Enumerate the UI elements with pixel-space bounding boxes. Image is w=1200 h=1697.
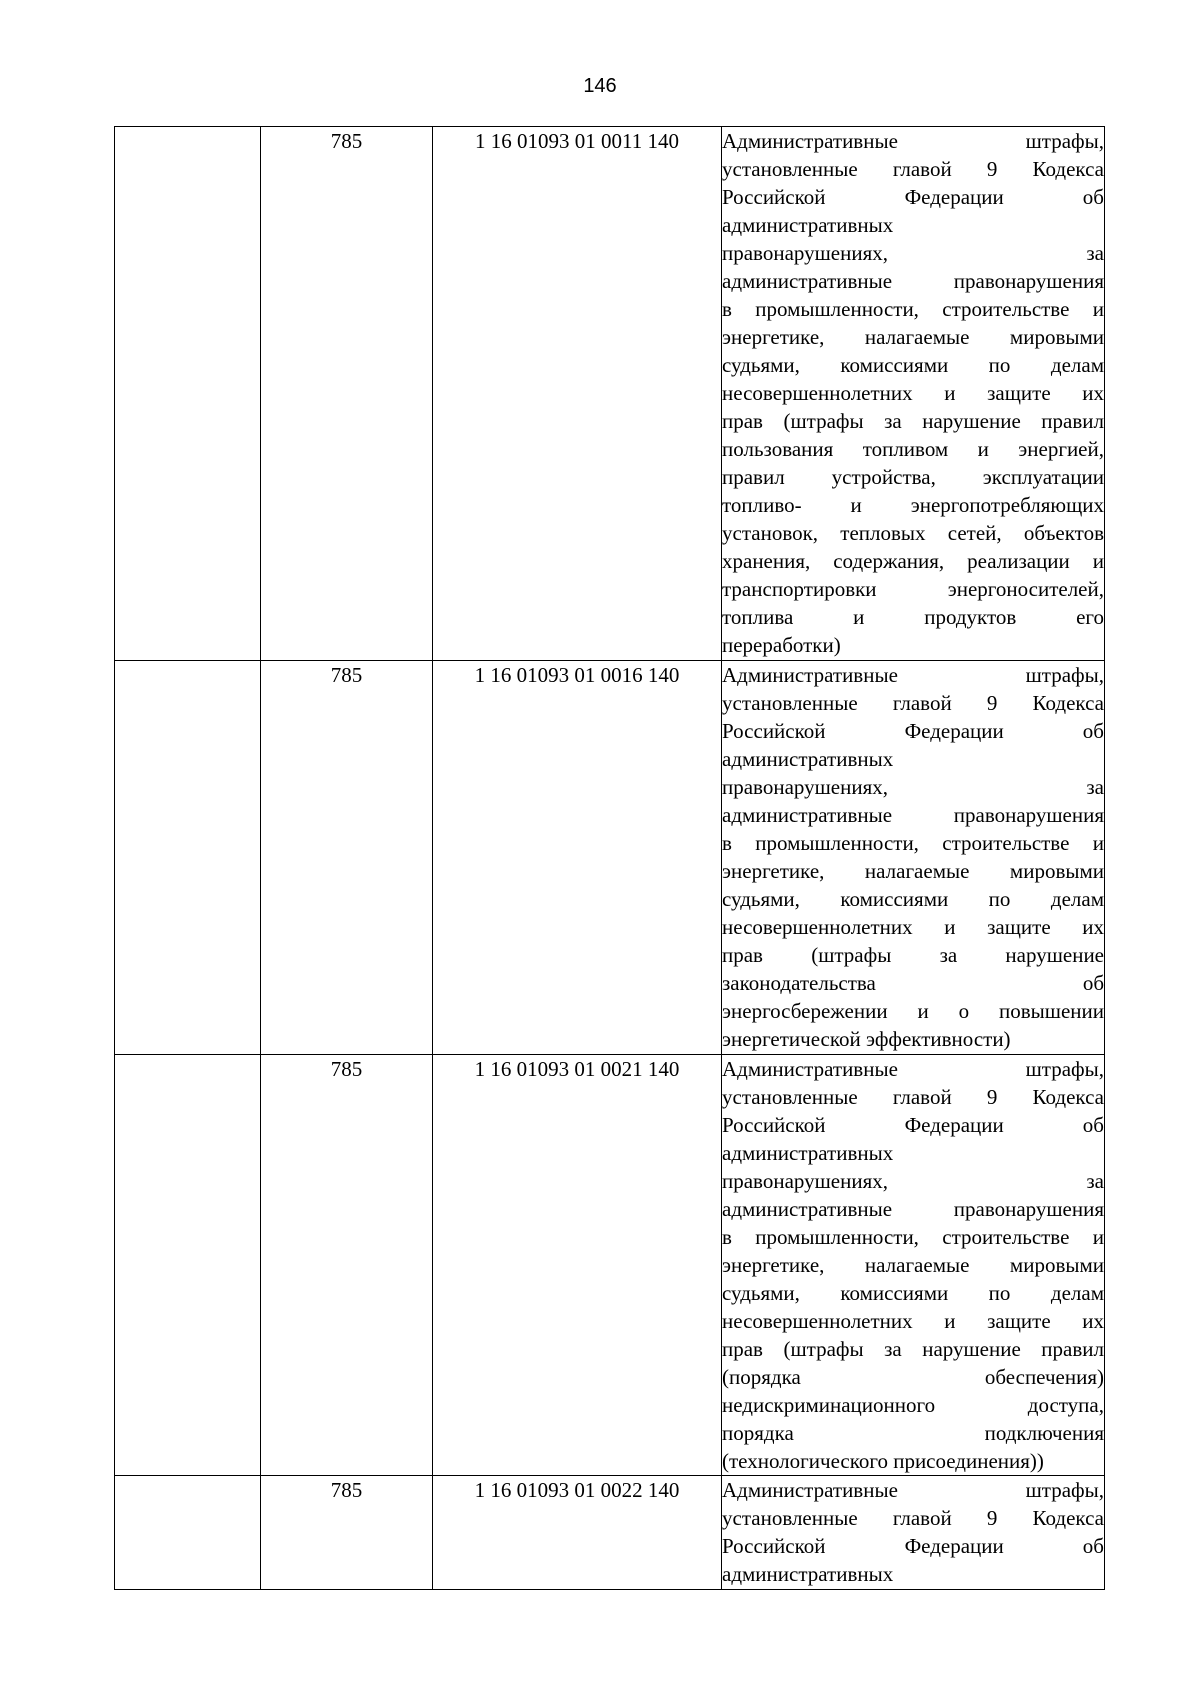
description-line: переработки): [722, 633, 841, 657]
description-line: установленные главой 9 Кодекса: [722, 1506, 1104, 1530]
description-line: административных: [722, 1141, 894, 1165]
description-cell: [722, 661, 1105, 1055]
description-line: энергетической эффективности): [722, 1027, 1011, 1051]
description-line: топлива и продуктов его: [722, 605, 1104, 629]
table-row: [115, 127, 1105, 661]
description-line: энергетике, налагаемые мировыми: [722, 859, 1104, 883]
description-line: прав (штрафы за нарушение: [722, 943, 1104, 967]
description-line: судьями, комиссиями по делам: [722, 353, 1104, 377]
admin-code-cell: 785: [261, 661, 433, 1055]
description-line: в промышленности, строительстве и: [722, 831, 1104, 855]
description-line: правонарушениях, за: [722, 1169, 1104, 1193]
empty-cell: [115, 127, 261, 661]
description-line: энергосбережении и о повышении: [722, 999, 1104, 1023]
description-line: несовершеннолетних и защите их: [722, 1309, 1104, 1333]
description-line: несовершеннолетних и защите их: [722, 381, 1104, 405]
description-line: установленные главой 9 Кодекса: [722, 157, 1104, 181]
description-line: пользования топливом и энергией,: [722, 437, 1104, 461]
kbk-code-cell: 1 16 01093 01 0016 140: [433, 661, 722, 1055]
description-cell: [722, 127, 1105, 661]
description-line: (технологического присоединения)): [722, 1449, 1044, 1473]
budget-classification-table: [114, 126, 1105, 1590]
description-line: правил устройства, эксплуатации: [722, 465, 1104, 489]
description-line: административных: [722, 213, 894, 237]
table-row: [115, 1055, 1105, 1476]
empty-cell: [115, 1476, 261, 1590]
description-line: административные правонарушения: [722, 269, 1104, 293]
description-line: Российской Федерации об: [722, 1113, 1104, 1137]
description-line: несовершеннолетних и защите их: [722, 915, 1104, 939]
description-line: прав (штрафы за нарушение правил: [722, 409, 1104, 433]
description-line: административных: [722, 747, 894, 771]
description-line: административных: [722, 1562, 894, 1586]
description-line: Административные штрафы,: [722, 129, 1104, 153]
kbk-code-cell: 1 16 01093 01 0022 140: [433, 1476, 722, 1590]
description-line: судьями, комиссиями по делам: [722, 1281, 1104, 1305]
table-row: [115, 1476, 1105, 1590]
description-line: недискриминационного доступа,: [722, 1393, 1104, 1417]
kbk-code-cell: 1 16 01093 01 0011 140: [433, 127, 722, 661]
description-line: административные правонарушения: [722, 1197, 1104, 1221]
admin-code-cell: 785: [261, 127, 433, 661]
description-cell: [722, 1055, 1105, 1476]
description-line: Административные штрафы,: [722, 663, 1104, 687]
description-line: Административные штрафы,: [722, 1478, 1104, 1502]
description-line: энергетике, налагаемые мировыми: [722, 1253, 1104, 1277]
description-line: Российской Федерации об: [722, 185, 1104, 209]
admin-code-cell: 785: [261, 1476, 433, 1590]
description-line: в промышленности, строительстве и: [722, 1225, 1104, 1249]
description-line: правонарушениях, за: [722, 775, 1104, 799]
empty-cell: [115, 1055, 261, 1476]
description-line: Российской Федерации об: [722, 719, 1104, 743]
description-line: (порядка обеспечения): [722, 1365, 1104, 1389]
table-row: [115, 661, 1105, 1055]
description-line: транспортировки энергоносителей,: [722, 577, 1104, 601]
description-line: хранения, содержания, реализации и: [722, 549, 1104, 573]
description-line: порядка подключения: [722, 1421, 1104, 1445]
kbk-code-cell: 1 16 01093 01 0021 140: [433, 1055, 722, 1476]
description-line: установленные главой 9 Кодекса: [722, 691, 1104, 715]
description-line: установок, тепловых сетей, объектов: [722, 521, 1104, 545]
description-line: правонарушениях, за: [722, 241, 1104, 265]
description-line: Российской Федерации об: [722, 1534, 1104, 1558]
description-line: в промышленности, строительстве и: [722, 297, 1104, 321]
description-cell: [722, 1476, 1105, 1590]
description-line: судьями, комиссиями по делам: [722, 887, 1104, 911]
admin-code-cell: 785: [261, 1055, 433, 1476]
description-line: Административные штрафы,: [722, 1057, 1104, 1081]
table-body: [115, 127, 1105, 1590]
page-number: 146: [583, 75, 617, 97]
description-line: законодательства об: [722, 971, 1104, 995]
description-line: административные правонарушения: [722, 803, 1104, 827]
description-line: энергетике, налагаемые мировыми: [722, 325, 1104, 349]
description-line: прав (штрафы за нарушение правил: [722, 1337, 1104, 1361]
description-line: установленные главой 9 Кодекса: [722, 1085, 1104, 1109]
empty-cell: [115, 661, 261, 1055]
description-line: топливо- и энергопотребляющих: [722, 493, 1104, 517]
